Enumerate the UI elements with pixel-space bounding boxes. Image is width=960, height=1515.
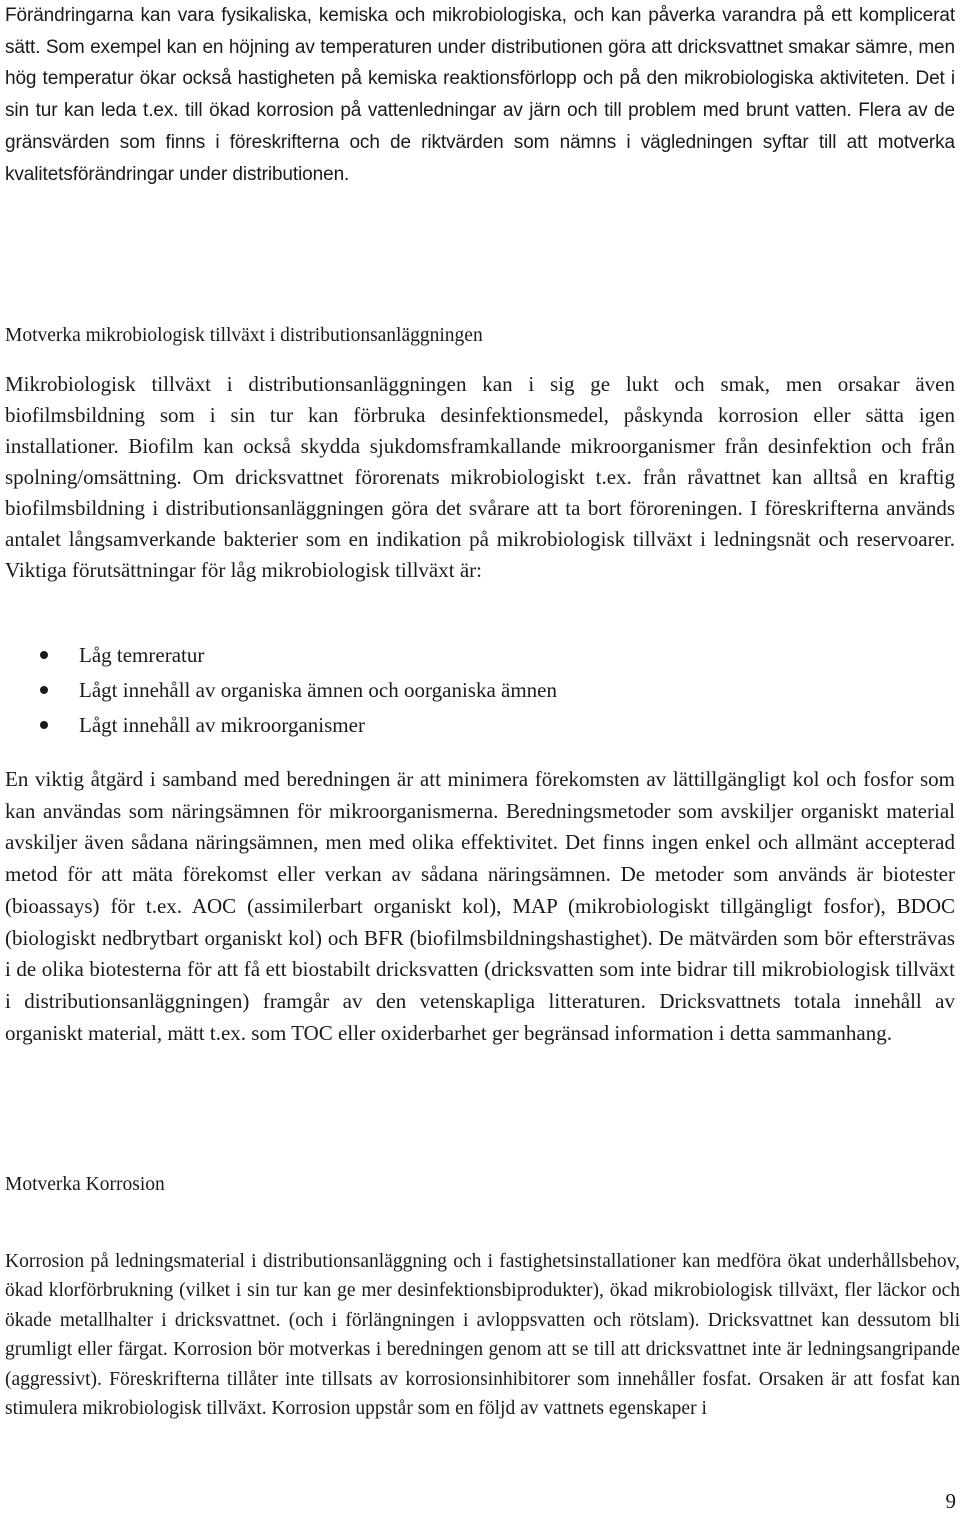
mikro-paragraph: Mikrobiologisk tillväxt i distributionsanläggningen kan i sig ge lukt och smak, men orsakar även biofilmsbildning som i sin tur kan förbruka desinfektionsmedel, påskynda korrosion eller sätta igen installationer. Biofilm kan också skydda sjukdomsframkallande mikroorganismer från desinfektion och från spolning/omsättning. Om dricksvattnet förorenats mikrobiologiskt t.ex. från råvattnet kan alltså en kraftig biofilmsbildning i distributionsanläggningen göra det svårare att ta bort föroreningen. I föreskrifterna används antalet långsamverkande bakterier som en indikation på mikrobiologisk tillväxt i ledningsnät och reservoarer. Viktiga förutsättningar för låg mikrobiologisk tillväxt är: <box>5 372 955 582</box>
korrosion-paragraph: Korrosion på ledningsmaterial i distributionsanläggning och i fastighetsinstallationer kan medföra ökat underhållsbehov, ökad klorförbrukning (vilket i sin tur kan ge mer desinfektionsbiprodukter), ökad mikrobiologisk tillväxt, fler läckor och ökade metallhalter i dricksvattnet. (och i förlängningen i avloppsvatten och rötslam). Dricksvattnet kan dessutom bli grumligt eller färgat. Korrosion bör motverkas i beredningen genom att se till att dricksvattnet inte är ledningsangripande (aggressivt). Föreskrifterna tillåter inte tillsats av korrosionsinhibitorer som innehåller fosfat. Orsaken är att fosfat kan stimulera mikrobiologisk tillväxt. Korrosion uppstår som en följd av vattnets egenskaper i <box>5 1251 960 1420</box>
list-item-text: Lågt innehåll av organiska ämnen och oorganiska ämnen <box>79 678 557 702</box>
bullet-icon <box>40 686 48 694</box>
bullet-icon <box>40 651 48 659</box>
list-item <box>5 673 557 708</box>
mikro-paragraph-after: En viktig åtgärd i samband med beredningen är att minimera förekomsten av lättillgängligt kol och fosfor som kan användas som näringsämnen för mikroorganismerna. Beredningsmetoder som avskiljer organiskt material avskiljer även sådana näringsämnen, men med olika effektivitet. Det finns ingen enkel och allmänt accepterad metod för att mäta förekomst eller verkan av sådana näringsämnen. De metoder som används är biotester (bioassays) för t.ex. AOC (assimilerbart organiskt kol), MAP (mikrobiologiskt tillgängligt fosfor), BDOC (biologiskt nedbrytbart organiskt kol) och BFR (biofilmsbildningshastighet). De mätvärden som bör eftersträvas i de olika biotesterna för att få ett biostabilt dricksvatten (dricksvatten som inte bidrar till mikrobiologisk tillväxt i distributionsanläggningen) framgår av den vetenskapliga litteraturen. Dricksvattnets totala innehåll av organiskt material, mätt t.ex. som TOC eller oxiderbarhet ger begränsad information i detta sammanhang. <box>5 767 955 1045</box>
conditions-list <box>5 638 557 743</box>
list-item-text: Låg temreratur <box>79 643 205 667</box>
page-number: 9 <box>945 1489 956 1513</box>
section-heading-mikrobiologisk: Motverka mikrobiologisk tillväxt i distributionsanläggningen <box>5 325 483 346</box>
list-item <box>5 638 557 673</box>
list-item <box>5 708 557 743</box>
bullet-icon <box>40 721 48 729</box>
section-heading-korrosion: Motverka Korrosion <box>5 1174 165 1195</box>
intro-paragraph: Förändringarna kan vara fysikaliska, kemiska och mikrobiologiska, och kan påverka varandra på ett komplicerat sätt. Som exempel kan en höjning av temperaturen under distributionen göra att dricksvattnet smakar sämre, men hög temperatur ökar också hastigheten på kemiska reaktionsförlopp och på den mikrobiologiska aktiviteten. Det i sin tur kan leda t.ex. till ökad korrosion på vattenledningar av järn och till problem med brunt vatten. Flera av de gränsvärden som finns i föreskrifterna och de riktvärden som nämns i vägledningen syftar till att motverka kvalitetsförändringar under distributionen. <box>5 5 955 185</box>
list-item-text: Lågt innehåll av mikroorganismer <box>79 713 365 737</box>
